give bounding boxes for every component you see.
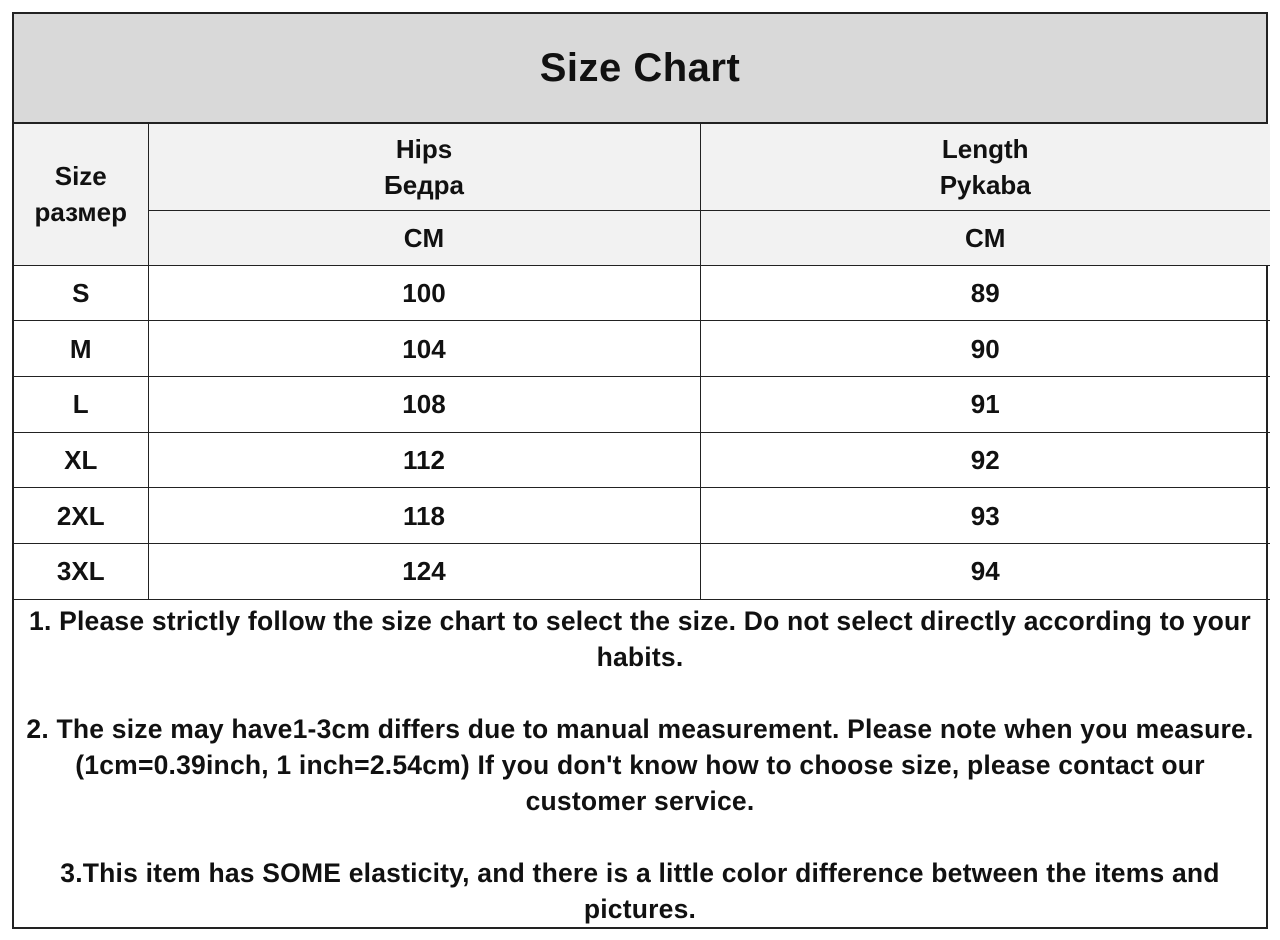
note-1: 1. Please strictly follow the size chart to select the size. Do not select directly according to your habits.: [29, 606, 1251, 672]
size-cell: M: [14, 321, 148, 377]
size-chart-sheet: [12, 12, 1268, 929]
length-label-ru: Pykaba: [939, 169, 1031, 200]
size-cell: S: [14, 265, 148, 321]
hips-cell: 108: [148, 376, 700, 432]
size-cell: XL: [14, 432, 148, 488]
table-row: [14, 488, 1270, 544]
size-cell: 3XL: [14, 543, 148, 599]
length-cell: 90: [700, 321, 1270, 377]
table-row: [14, 376, 1270, 432]
table-row: [14, 265, 1270, 321]
page-title: Size Chart: [539, 45, 741, 90]
hips-cell: 104: [148, 321, 700, 377]
size-cell: 2XL: [14, 488, 148, 544]
length-cell: 93: [700, 488, 1270, 544]
length-cell: 89: [700, 265, 1270, 321]
length-label-en: Length: [941, 133, 1029, 164]
note-2: 2. The size may have1-3cm differs due to manual measurement. Please note when you measure.(1cm=0.39inch, 1 inch=2.54cm) If you don't know how to choose size, please contact our customer service.: [26, 714, 1254, 816]
table-row: [14, 543, 1270, 599]
hips-column-header: [148, 124, 700, 210]
length-cell: 94: [700, 543, 1270, 599]
table-row: [14, 321, 1270, 377]
hips-cell: 118: [148, 488, 700, 544]
length-cell: 91: [700, 376, 1270, 432]
notes-section: [14, 599, 1266, 927]
table-header-row: [14, 124, 1270, 210]
note-3: 3.This item has SOME elasticity, and there is a little color difference between the items and pictures.: [60, 858, 1220, 924]
length-unit: CM: [700, 210, 1270, 265]
length-cell: 92: [700, 432, 1270, 488]
hips-cell: 112: [148, 432, 700, 488]
table-unit-row: [14, 210, 1270, 265]
length-column-header: [700, 124, 1270, 210]
title-bar: [14, 14, 1266, 124]
hips-cell: 124: [148, 543, 700, 599]
size-label-ru: размер: [34, 197, 127, 228]
hips-label-ru: Бедра: [384, 169, 464, 200]
hips-label-en: Hips: [395, 133, 453, 164]
hips-cell: 100: [148, 265, 700, 321]
size-table: [14, 124, 1270, 600]
table-row: [14, 432, 1270, 488]
size-column-header: [14, 124, 148, 265]
size-cell: L: [14, 376, 148, 432]
size-label-en: Size: [54, 161, 107, 192]
hips-unit: CM: [148, 210, 700, 265]
